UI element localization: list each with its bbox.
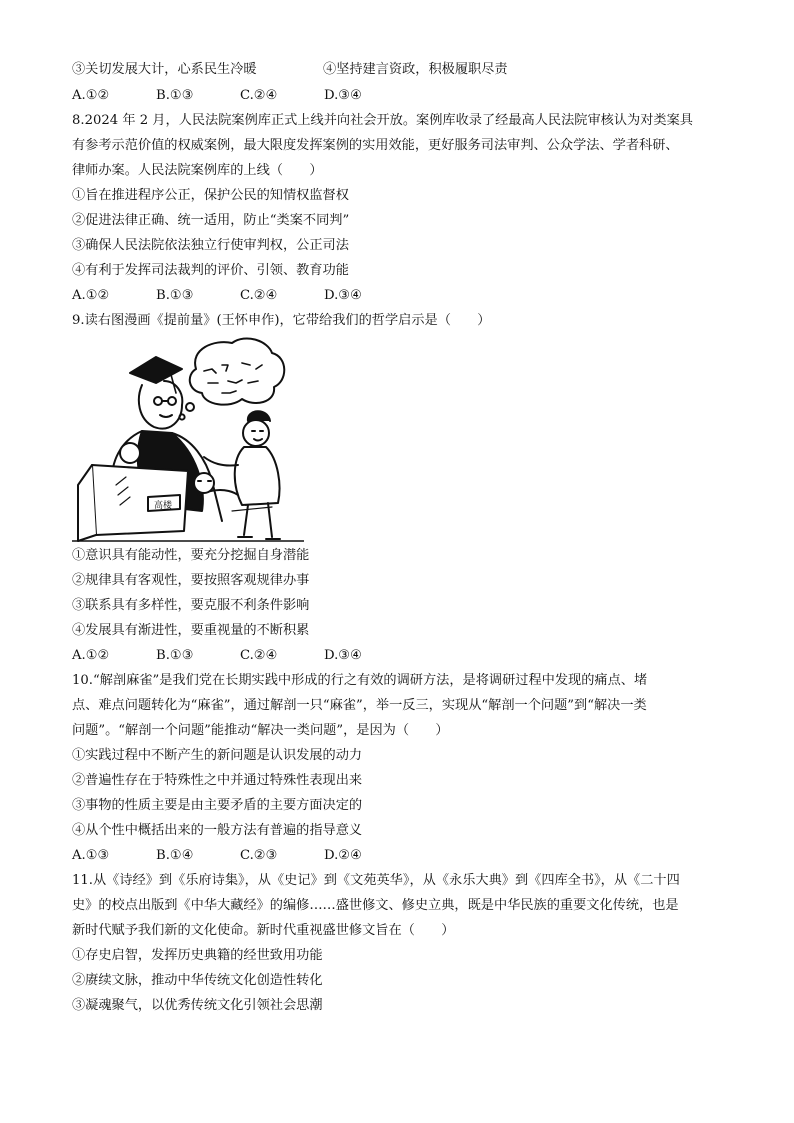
q9-option-b: B.①③ (156, 648, 194, 663)
q8-options (72, 286, 472, 306)
q7-statement-3: ③关切发展大计，心系民生冷暖 (72, 62, 257, 77)
q9-statement-1: ①意识具有能动性，要充分挖掘自身潜能 (72, 548, 310, 563)
cartoon-sign-text: 高楼 (154, 501, 173, 511)
q7-option-d: D.③④ (324, 88, 362, 103)
q10-statement-3: ③事物的性质主要是由主要矛盾的主要方面决定的 (72, 798, 363, 813)
q11-stem-line-1: 11.从《诗经》到《乐府诗集》，从《史记》到《文苑英华》，从《永乐大典》到《四库全书》，从《二十四 (72, 873, 680, 888)
q9-statement-4: ④发展具有渐进性，要重视量的不断积累 (72, 623, 310, 638)
q9-statement-2: ②规律具有客观性，要按照客观规律办事 (72, 573, 310, 588)
q10-option-a: A.①③ (72, 848, 110, 863)
q9-option-d: D.③④ (324, 648, 362, 663)
q8-option-a: A.①② (72, 288, 110, 303)
q8-stem-line-3: 律师办案。人民法院案例库的上线（ ） (72, 163, 323, 178)
q9-options (72, 646, 472, 666)
q8-option-c: C.②④ (240, 288, 278, 303)
q10-option-c: C.②③ (240, 848, 278, 863)
q10-statement-4: ④从个性中概括出来的一般方法有普遍的指导意义 (72, 823, 363, 838)
q9-stem: 9.读右图漫画《提前量》(王怀申作)，它带给我们的哲学启示是（ ） (72, 313, 491, 328)
q10-option-b: B.①④ (156, 848, 194, 863)
q8-statement-2: ②促进法律正确、统一适用，防止“类案不同判” (72, 213, 350, 228)
q11-stem-line-2: 史》的校点出版到《中华大藏经》的编修……盛世修文、修史立典，既是中华民族的重要文化传统，也是 (72, 898, 679, 913)
q10-options (72, 846, 472, 866)
cartoon-illustration (72, 335, 304, 543)
q11-statement-1: ①存史启智，发挥历史典籍的经世致用功能 (72, 948, 323, 963)
q7-option-c: C.②④ (240, 88, 278, 103)
q8-option-d: D.③④ (324, 288, 362, 303)
q10-statement-1: ①实践过程中不断产生的新问题是认识发展的动力 (72, 748, 363, 763)
q8-statement-4: ④有利于发挥司法裁判的评价、引领、教育功能 (72, 263, 349, 278)
q9-option-a: A.①② (72, 648, 110, 663)
q7-statement-4: ④坚持建言资政，积极履职尽责 (323, 62, 508, 77)
q9-statement-3: ③联系具有多样性，要克服不利条件影响 (72, 598, 310, 613)
q10-stem-line-3: 问题”。“解剖一个问题”能推动“解决一类问题”，是因为（ ） (72, 723, 449, 738)
q8-statement-3: ③确保人民法院依法独立行使审判权，公正司法 (72, 238, 349, 253)
q11-statement-2: ②赓续文脉，推动中华传统文化创造性转化 (72, 973, 323, 988)
q10-stem-line-1: 10.“解剖麻雀”是我们党在长期实践中形成的行之有效的调研方法，是将调研过程中发现的痛点、堵 (72, 673, 648, 688)
q8-statement-1: ①旨在推进程序公正，保护公民的知情权监督权 (72, 188, 349, 203)
q10-statement-2: ②普遍性存在于特殊性之中并通过特殊性表现出来 (72, 773, 363, 788)
q7-option-a: A.①② (72, 88, 110, 103)
q7-options (72, 86, 472, 106)
q11-stem-line-3: 新时代赋予我们新的文化使命。新时代重视盛世修文旨在（ ） (72, 923, 455, 938)
q10-stem-line-2: 点、难点问题转化为“麻雀”，通过解剖一只“麻雀”，举一反三，实现从“解剖一个问题”到“解决一类 (72, 698, 647, 713)
q11-statement-3: ③凝魂聚气，以优秀传统文化引领社会思潮 (72, 998, 323, 1013)
q7-option-b: B.①③ (156, 88, 194, 103)
q7-statements-row (72, 60, 592, 80)
q8-option-b: B.①③ (156, 288, 194, 303)
q9-option-c: C.②④ (240, 648, 278, 663)
q8-stem-line-2: 有参考示范价值的权威案例，最大限度发挥案例的实用效能，更好服务司法审判、公众学法、学者科研、 (72, 138, 679, 153)
q8-stem-line-1: 8.2024 年 2 月，人民法院案例库正式上线并向社会开放。案例库收录了经最高人民法院审核认为对类案具 (72, 113, 693, 128)
q10-option-d: D.②④ (324, 848, 362, 863)
